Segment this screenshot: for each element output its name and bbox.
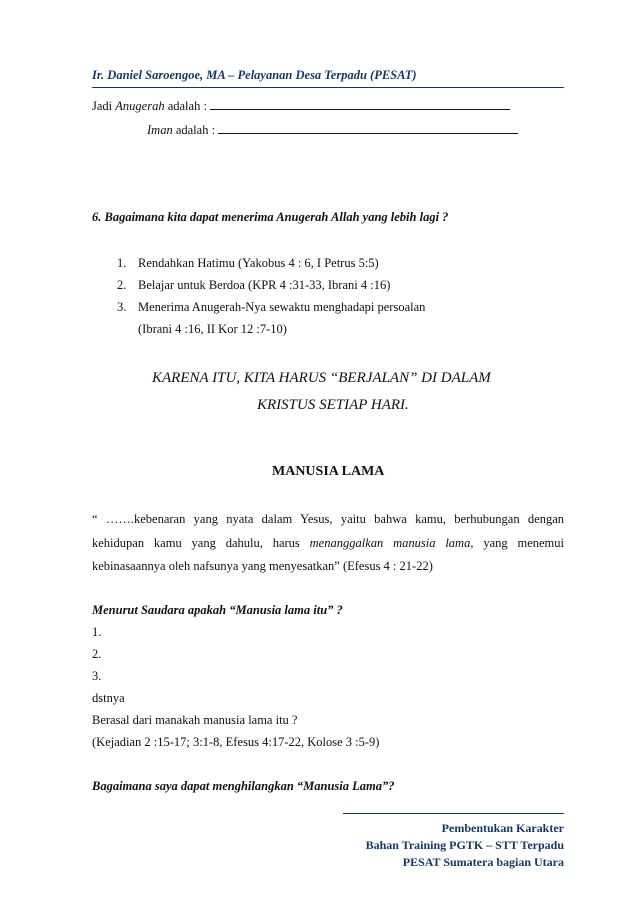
list-item-text: Rendahkan Hatimu (Yakobus 4 : 6, I Petrus 5:5) <box>138 256 379 270</box>
definition-suffix-iman: adalah : <box>172 123 216 137</box>
footer-line-3: PESAT Sumatera bagian Utara <box>402 855 564 869</box>
list-item-num: 1. <box>117 256 127 270</box>
header-rule <box>92 87 564 88</box>
answer-line: 1. <box>92 625 102 639</box>
origin-question: Berasal dari manakah manusia lama itu ? <box>92 713 298 727</box>
emphasis-line-1: KARENA ITU, KITA HARUS “BERJALAN” DI DALAM <box>152 370 491 386</box>
quote-text: kehidupan kamu yang dahulu, harus <box>92 536 310 550</box>
quote-line-1: “ …….kebenaran yang nyata dalam Yesus, yaitu bahwa kamu, berhubungan dengan <box>92 512 564 526</box>
list-item-num: 3. <box>117 300 127 314</box>
definition-prefix: Jadi <box>92 99 116 113</box>
answer-line: 2. <box>92 647 102 661</box>
definition-suffix: adalah : <box>164 99 207 113</box>
question-menghilangkan: Bagaimana saya dapat menghilangkan “Manusia Lama”? <box>92 779 395 793</box>
footer-line-1: Pembentukan Karakter <box>441 821 564 835</box>
term-anugerah: Anugerah <box>115 99 165 113</box>
references: (Kejadian 2 :15-17; 3:1-8, Efesus 4:17-22, Kolose 3 :5-9) <box>92 735 380 749</box>
quote-line-2 <box>92 536 564 551</box>
term-iman: Iman <box>147 123 173 137</box>
answer-line: dstnya <box>92 691 125 705</box>
footer-line-2: Bahan Training PGTK – STT Terpadu <box>365 838 564 852</box>
page-header: Ir. Daniel Saroengoe, MA – Pelayanan Desa Terpadu (PESAT) <box>92 68 417 82</box>
question-manusia-lama: Menurut Saudara apakah “Manusia lama itu” ? <box>92 603 343 617</box>
definition-iman <box>147 123 518 138</box>
list-item-continuation: (Ibrani 4 :16, II Kor 12 :7-10) <box>138 322 287 336</box>
list-item-text: Menerima Anugerah-Nya sewaktu menghadapi persoalan <box>138 300 426 314</box>
quote-emphasis: menanggalkan manusia lama <box>309 536 471 550</box>
section-title: MANUSIA LAMA <box>272 464 385 479</box>
emphasis-line-2: KRISTUS SETIAP HARI. <box>257 397 409 413</box>
question-6: 6. Bagaimana kita dapat menerima Anugerah Allah yang lebih lagi ? <box>92 210 449 224</box>
answer-blank-iman <box>218 123 518 134</box>
quote-text: , yang menemui <box>470 536 564 550</box>
answer-blank-anugerah <box>210 99 510 110</box>
list-item-text: Belajar untuk Berdoa (KPR 4 :31-33, Ibrani 4 :16) <box>138 278 391 292</box>
definition-anugerah <box>92 99 510 114</box>
list-item-num: 2. <box>117 278 127 292</box>
quote-line-3: kebinasaannya oleh nafsunya yang menyesatkan” (Efesus 4 : 21-22) <box>92 559 433 573</box>
footer-rule <box>343 813 564 814</box>
answer-line: 3. <box>92 669 102 683</box>
